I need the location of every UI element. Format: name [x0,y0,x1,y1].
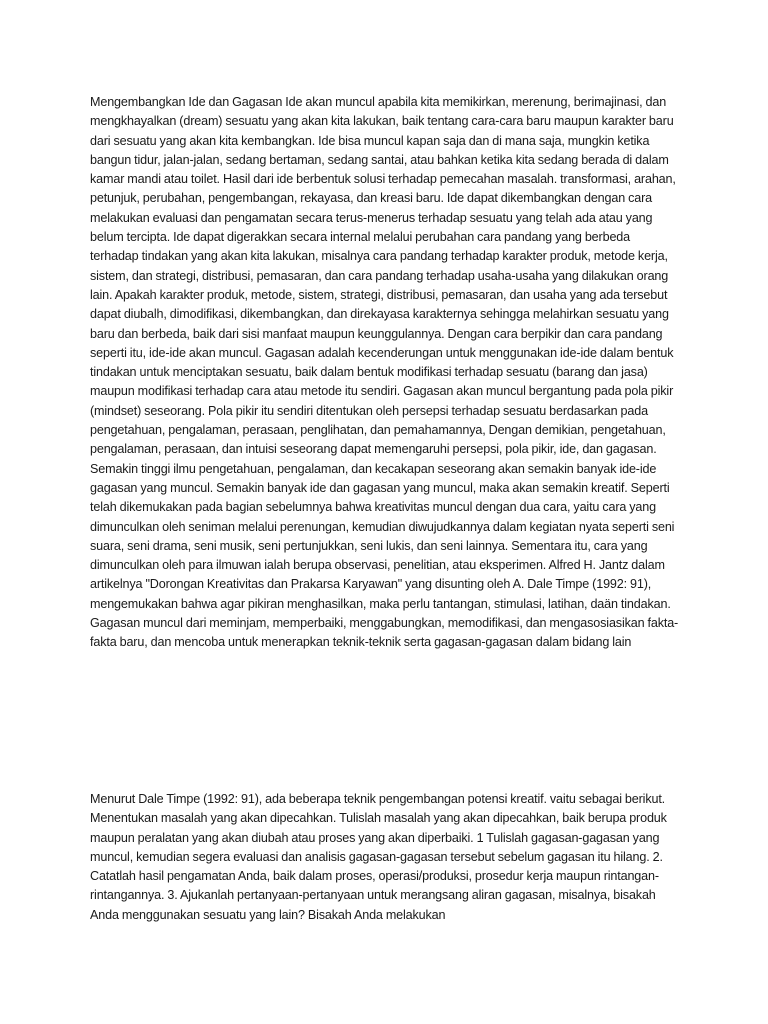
paragraph-teknik-pengembangan: Menurut Dale Timpe (1992: 91), ada beberapa teknik pengembangan potensi kreatif. vaitu sebagai berikut. Menentukan masalah yang akan dipecahkan. Tulislah masalah yang akan dipecahkan, baik berupa produk maupun peralatan yang akan diubah atau proses yang akan diperbaiki. 1 Tulislah gagasan-gagasan yang muncul, kemudian segera evaluasi dan analisis gagasan-gagasan tersebut sebelum gagasan itu hilang. 2. Catatlah hasil pengamatan Anda, baik dalam proses, operasi/produksi, prosedur kerja maupun rintangan-rintangannya. 3. Ajukanlah pertanyaan-pertanyaan untuk merangsang aliran gagasan, misalnya, bisakah Anda menggunakan sesuatu yang lain? Bisakah Anda melakukan [90,792,667,922]
paragraph-ide-dan-gagasan: Mengembangkan Ide dan Gagasan Ide akan muncul apabila kita memikirkan, merenung, berimajinasi, dan mengkhayalkan (dream) sesuatu yang akan kita lakukan, baik tentang cara-cara baru maupun karakter baru dari sesuatu yang akan kita kembangkan. Ide bisa muncul kapan saja dan di mana saja, mungkin ketika bangun tidur, jalan-jalan, sedang bertaman, sedang santai, atau bahkan ketika kita sedang berada di dalam kamar mandi atau toilet. Hasil dari ide berbentuk solusi terhadap pemecahan masalah. transformasi, arahan, petunjuk, perubahan, pengembangan, rekayasa, dan kreasi baru. Ide dapat dikembangkan dengan cara melakukan evaluasi dan pengamatan secara terus-menerus terhadap sesuatu yang telah ada atau yang belum tercipta. Ide dapat digerakkan secara internal melalui perubahan cara pandang yang berbeda terhadap tindakan yang akan kita lakukan, misalnya cara pandang terhadap karakter produk, metode kerja, sistem, dan strategi, distribusi, pemasaran, dan cara pandang terhadap usaha-usaha yang dilakukan orang lain. Apakah karakter produk, metode, sistem, strategi, distribusi, pemasaran, dan usaha yang ada tersebut dapat diubalh, dimodifikasi, dikembangkan, dan direkayasa karakternya sehingga melahirkan sesuatu yang baru dan berbeda, baik dari sisi manfaat maupun keunggulannya. Dengan cara berpikir dan cara pandang seperti itu, ide-ide akan muncul. Gagasan adalah kecenderungan untuk menggunakan ide-ide dalam bentuk tindakan untuk menciptakan sesuatu, baik dalam bentuk modifikasi terhadap sesuatu (barang dan jasa) maupun modifikasi terhadap cara atau metode itu sendiri. Gagasan akan muncul bergantung pada pola pikir (mindset) seseorang. Pola pikir itu sendiri ditentukan oleh persepsi terhadap sesuatu berdasarkan pada pengetahuan, pengalaman, perasaan, penglihatan, dan pemahamannya, Dengan demikian, pengetahuan, pengalaman, perasaan, dan intuisi seseorang dapat memengaruhi persepsi, pola pikir, ide, dan gagasan. Semakin tinggi ilmu pengetahuan, pengalaman, dan kecakapan seseorang akan semakin banyak ide-ide gagasan yang muncul. Semakin banyak ide dan gagasan yang muncul, maka akan semakin kreatif. Seperti telah dikemukakan pada bagian sebelumnya bahwa kreativitas muncul dengan dua cara, yaitu cara yang dimunculkan oleh seniman melalui perenungan, kemudian diwujudkannya dalam kegiatan nyata seperti seni suara, seni drama, seni musik, seni pertunjukkan, seni lukis, dan seni lainnya. Sementara itu, cara yang dimunculkan oleh para ilmuwan ialah berupa observasi, penelitian, atau eksperimen. Alfred H. Jantz dalam artikelnya "Dorongan Kreativitas dan Prakarsa Karyawan" yang disunting oleh A. Dale Timpe (1992: 91), mengemukakan bahwa agar pikiran menghasilkan, maka perlu tantangan, stimulasi, latihan, daän tindakan. Gagasan muncul dari meminjam, memperbaiki, menggabungkan, memodifikasi, dan mengasosiasikan fakta-fakta baru, dan mencoba untuk menerapkan teknik-teknik serta gagasan-gagasan dalam bidang lain [90,95,679,650]
